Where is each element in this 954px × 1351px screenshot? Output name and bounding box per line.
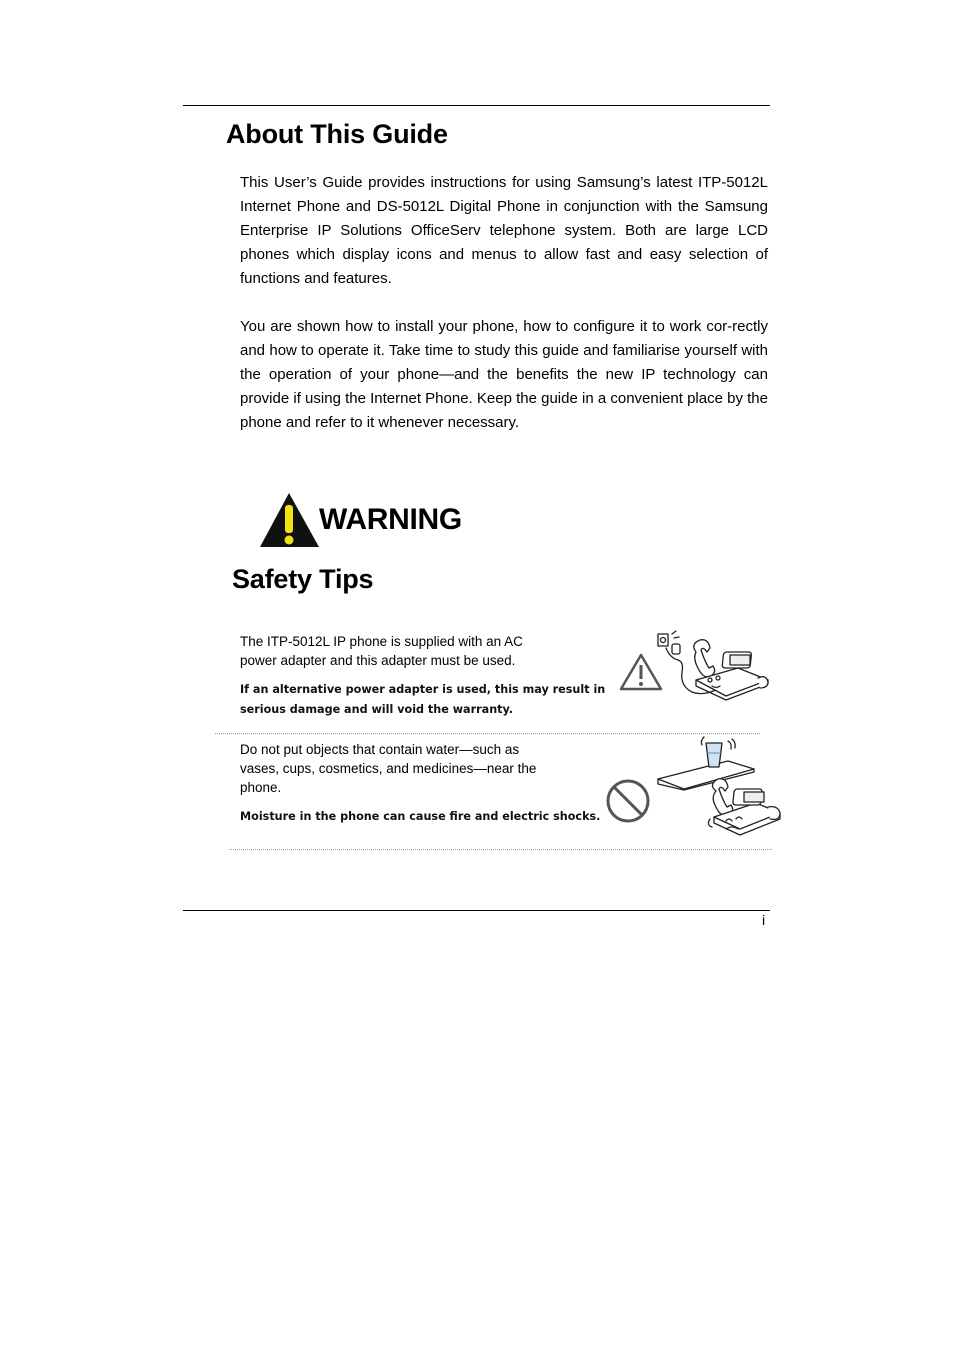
tip-divider-2 [229, 849, 772, 850]
prohibited-icon [605, 778, 651, 824]
water-cup-phone-illustration [656, 735, 784, 839]
tip-2-note: Moisture in the phone can cause fire and electric shocks. [240, 810, 601, 823]
about-paragraph-1: This User’s Guide provides instructions for using Samsung’s latest ITP-5012L Internet Phone and DS-5012L Digital Phone in conjunction with the Samsung Enterprise IP Solutions OfficeServ telephone system. Both are large LCD phones which display icons and menus to allow fast and easy selection of functions and features. [240, 174, 768, 287]
tip-1-text: The ITP-5012L IP phone is supplied with an AC power adapter and this adapter must be used. [240, 634, 523, 668]
tip-divider-1 [215, 733, 760, 734]
about-paragraph-2: You are shown how to install your phone, how to configure it to work cor-rectly and how to operate it. Take time to study this guide and familiarise yourself with the operation of your phone—and the benefits the new IP technology can provide if using the Internet Phone. Keep the guide in a convenient place by the phone and refer to it whenever necessary. [240, 318, 768, 431]
warning-heading [259, 491, 499, 549]
bottom-rule [183, 910, 770, 911]
page-number: i [762, 912, 766, 928]
power-adapter-phone-illustration [652, 630, 772, 702]
about-title: About This Guide [226, 119, 448, 149]
tip-2-text: Do not put objects that contain water—such as vases, cups, cosmetics, and medicines—near the phone. [240, 742, 537, 795]
warning-label: WARNING [319, 503, 462, 536]
tip-1-note: If an alternative power adapter is used, this may result in serious damage and will void the warranty. [240, 683, 606, 716]
safety-title: Safety Tips [232, 564, 374, 594]
top-rule [183, 105, 770, 106]
warning-triangle-icon [259, 491, 321, 549]
